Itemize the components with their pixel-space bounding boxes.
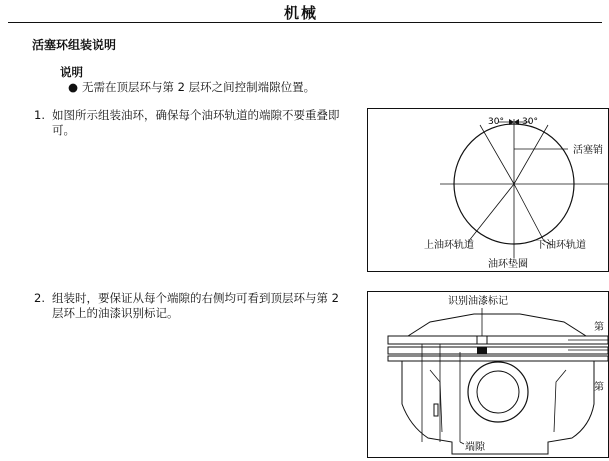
- upper-rail-line: [472, 184, 514, 237]
- angle-right-label: 30°: [522, 117, 538, 127]
- step-number: 1.: [34, 108, 45, 122]
- header-rule: [8, 22, 602, 23]
- angle-left-label: 30°: [488, 117, 504, 127]
- bullet-dot-icon: ●: [68, 80, 79, 94]
- angle-line-right: [514, 125, 548, 184]
- step-1: [34, 108, 340, 148]
- second-ring: [388, 347, 608, 354]
- oil-slot: [434, 404, 438, 416]
- oil-ring-gap-figure: [367, 108, 609, 272]
- note-title: 说明: [60, 65, 83, 79]
- paint-mark-top-ring: [477, 336, 487, 344]
- paint-mark-label: 识别油漆标记: [448, 296, 508, 307]
- oil-ring: [388, 356, 608, 361]
- right-top-label: 第: [594, 322, 604, 333]
- pin-bore: [477, 371, 519, 413]
- piston-ring-marks-figure: [367, 291, 609, 458]
- section-title: 活塞环组装说明: [32, 38, 117, 52]
- note-bullet-text: 无需在顶层环与第 2 层环之间控制端隙位置。: [82, 80, 316, 94]
- lower-rail-line: [514, 184, 544, 241]
- page-header-title: 机械: [283, 4, 318, 22]
- gap-label: 端隙: [465, 442, 485, 453]
- piston-ring-diagram: [368, 292, 608, 457]
- step-text: 组装时，要保证从每个端隙的右侧均可看到顶层环与第 2 层环上的油漆识别标记。: [52, 291, 339, 320]
- lower-rail-label: 下油环轨道: [536, 240, 586, 251]
- piston-pin-label: 活塞销: [573, 145, 603, 156]
- step-2: [34, 291, 339, 331]
- oil-ring-gap-diagram: [368, 109, 608, 271]
- right-mid-label: 第: [594, 382, 604, 393]
- note-bullet: [68, 79, 315, 95]
- step-number: 2.: [34, 291, 45, 305]
- angle-line-left: [480, 125, 514, 184]
- upper-rail-label: 上油环轨道: [424, 240, 474, 251]
- paint-mark-second-ring: [477, 347, 487, 354]
- spacer-label: 油环垫圈: [488, 259, 528, 270]
- step-text: 如图所示组装油环，确保每个油环轨道的端隙不要重叠即可。: [52, 108, 340, 137]
- piston-crown: [408, 314, 586, 336]
